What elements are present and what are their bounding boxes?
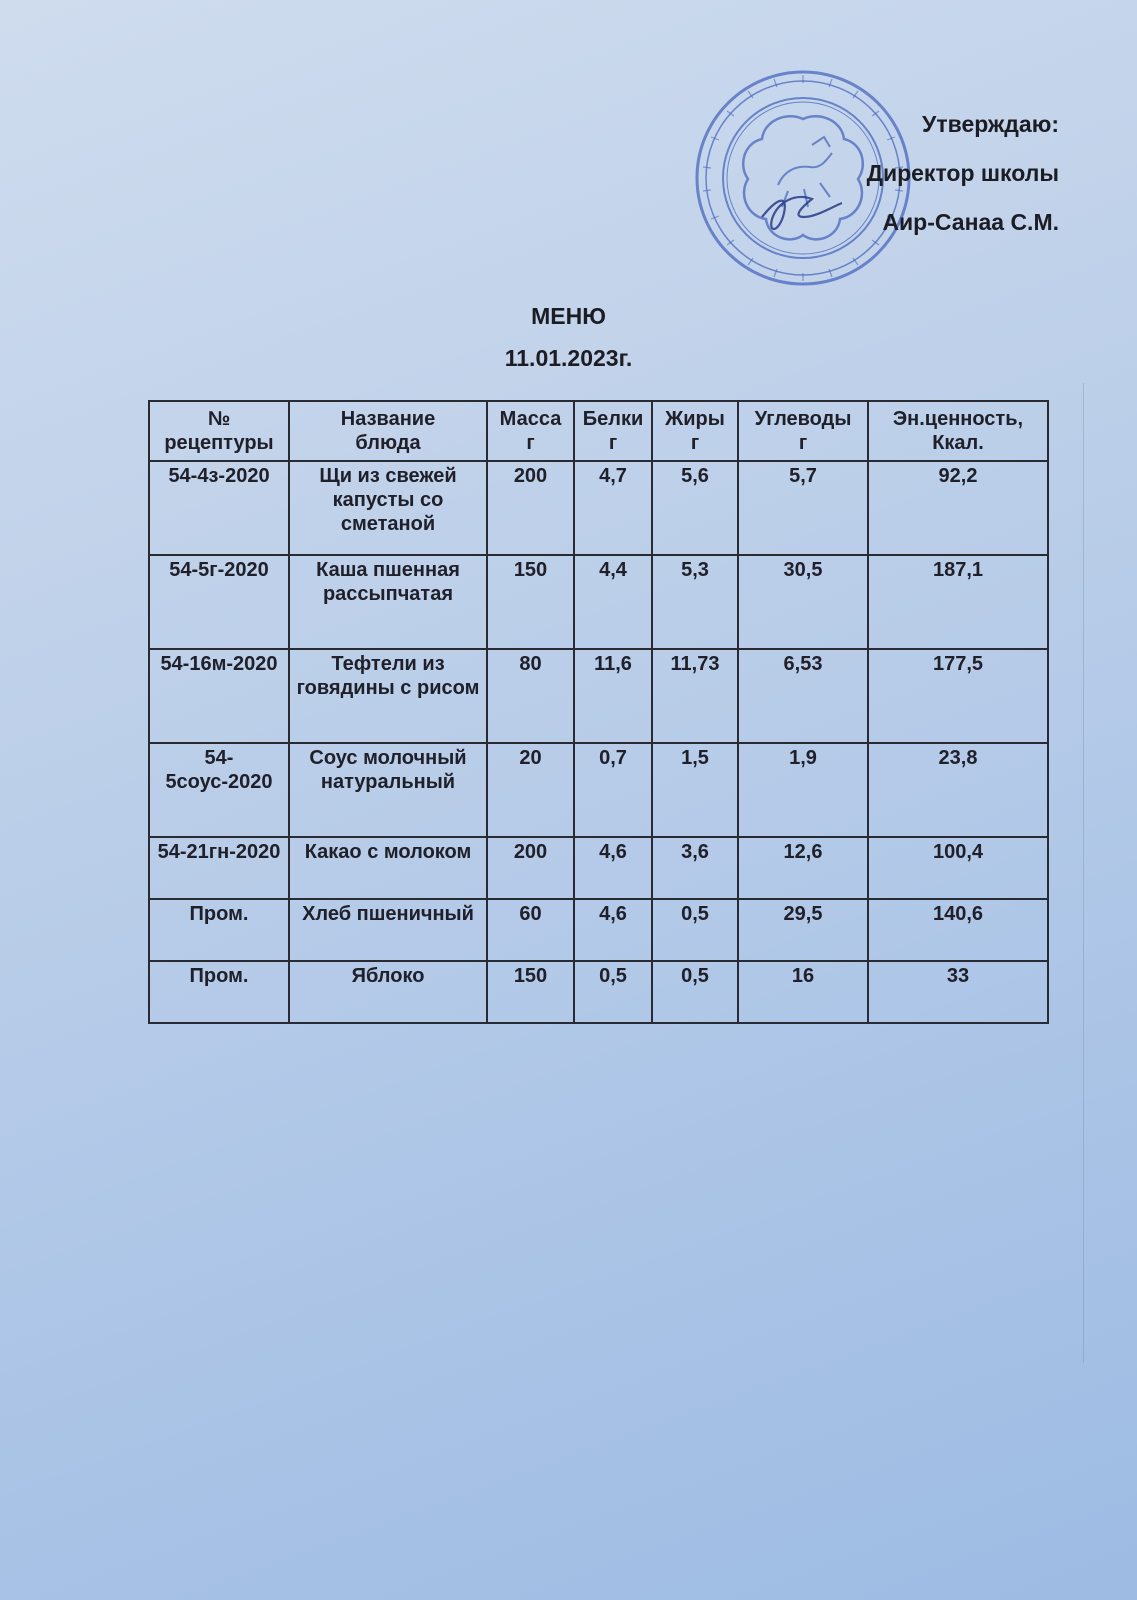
column-header-protein: Белки г [574, 401, 652, 461]
menu-date: 11.01.2023г. [504, 345, 633, 371]
mass-cell: 150 [487, 961, 574, 1023]
fat-cell: 0,5 [652, 961, 738, 1023]
energy-cell: 100,4 [868, 837, 1048, 899]
protein-cell: 4,6 [574, 837, 652, 899]
recipe-cell: 54-4з-2020 [149, 461, 289, 555]
carbs-cell: 29,5 [738, 899, 868, 961]
paper-fold-line [1083, 383, 1084, 1363]
mass-cell: 150 [487, 555, 574, 649]
fat-cell: 5,6 [652, 461, 738, 555]
dish-name-cell: Тефтели из говядины с рисом [289, 649, 487, 743]
mass-cell: 60 [487, 899, 574, 961]
fat-cell: 5,3 [652, 555, 738, 649]
approval-signatory: Аир-Санаа С.М. [882, 209, 1059, 235]
energy-cell: 177,5 [868, 649, 1048, 743]
table-row [149, 743, 1048, 837]
table-row [149, 555, 1048, 649]
recipe-cell: 54-21гн-2020 [149, 837, 289, 899]
table-row [149, 461, 1048, 555]
dish-name-cell: Щи из свежей капусты со сметаной [289, 461, 487, 555]
dish-name-cell: Яблоко [289, 961, 487, 1023]
energy-cell: 33 [868, 961, 1048, 1023]
recipe-cell: Пром. [149, 899, 289, 961]
carbs-cell: 12,6 [738, 837, 868, 899]
fat-cell: 0,5 [652, 899, 738, 961]
table-row [149, 649, 1048, 743]
dish-name-cell: Хлеб пшеничный [289, 899, 487, 961]
mass-cell: 200 [487, 461, 574, 555]
table-row [149, 899, 1048, 961]
column-header-recipe: № рецептуры [149, 401, 289, 461]
approval-position: Директор школы [866, 160, 1059, 186]
approval-heading: Утверждаю: [922, 111, 1059, 137]
carbs-cell: 30,5 [738, 555, 868, 649]
energy-cell: 187,1 [868, 555, 1048, 649]
mass-cell: 200 [487, 837, 574, 899]
fat-cell: 1,5 [652, 743, 738, 837]
column-header-mass: Масса г [487, 401, 574, 461]
protein-cell: 11,6 [574, 649, 652, 743]
fat-cell: 11,73 [652, 649, 738, 743]
table-row [149, 961, 1048, 1023]
carbs-cell: 1,9 [738, 743, 868, 837]
table-header-row [149, 401, 1048, 461]
table-row [149, 837, 1048, 899]
mass-cell: 20 [487, 743, 574, 837]
recipe-cell: 54-5соус-2020 [149, 743, 289, 837]
protein-cell: 0,7 [574, 743, 652, 837]
recipe-cell: 54-5г-2020 [149, 555, 289, 649]
recipe-cell: Пром. [149, 961, 289, 1023]
column-header-carbs: Углеводы г [738, 401, 868, 461]
dish-name-cell: Какао с молоком [289, 837, 487, 899]
carbs-cell: 6,53 [738, 649, 868, 743]
fat-cell: 3,6 [652, 837, 738, 899]
page-title: МЕНЮ [531, 303, 606, 329]
dish-name-cell: Соус молочный натуральный [289, 743, 487, 837]
recipe-cell: 54-16м-2020 [149, 649, 289, 743]
protein-cell: 4,6 [574, 899, 652, 961]
mass-cell: 80 [487, 649, 574, 743]
approval-block [867, 100, 1059, 247]
column-header-name: Название блюда [289, 401, 487, 461]
column-header-fat: Жиры г [652, 401, 738, 461]
menu-table [148, 400, 1049, 1024]
carbs-cell: 16 [738, 961, 868, 1023]
energy-cell: 23,8 [868, 743, 1048, 837]
dish-name-cell: Каша пшенная рассыпчатая [289, 555, 487, 649]
protein-cell: 4,4 [574, 555, 652, 649]
column-header-energy: Эн.ценность, Ккал. [868, 401, 1048, 461]
protein-cell: 0,5 [574, 961, 652, 1023]
protein-cell: 4,7 [574, 461, 652, 555]
carbs-cell: 5,7 [738, 461, 868, 555]
energy-cell: 92,2 [868, 461, 1048, 555]
energy-cell: 140,6 [868, 899, 1048, 961]
